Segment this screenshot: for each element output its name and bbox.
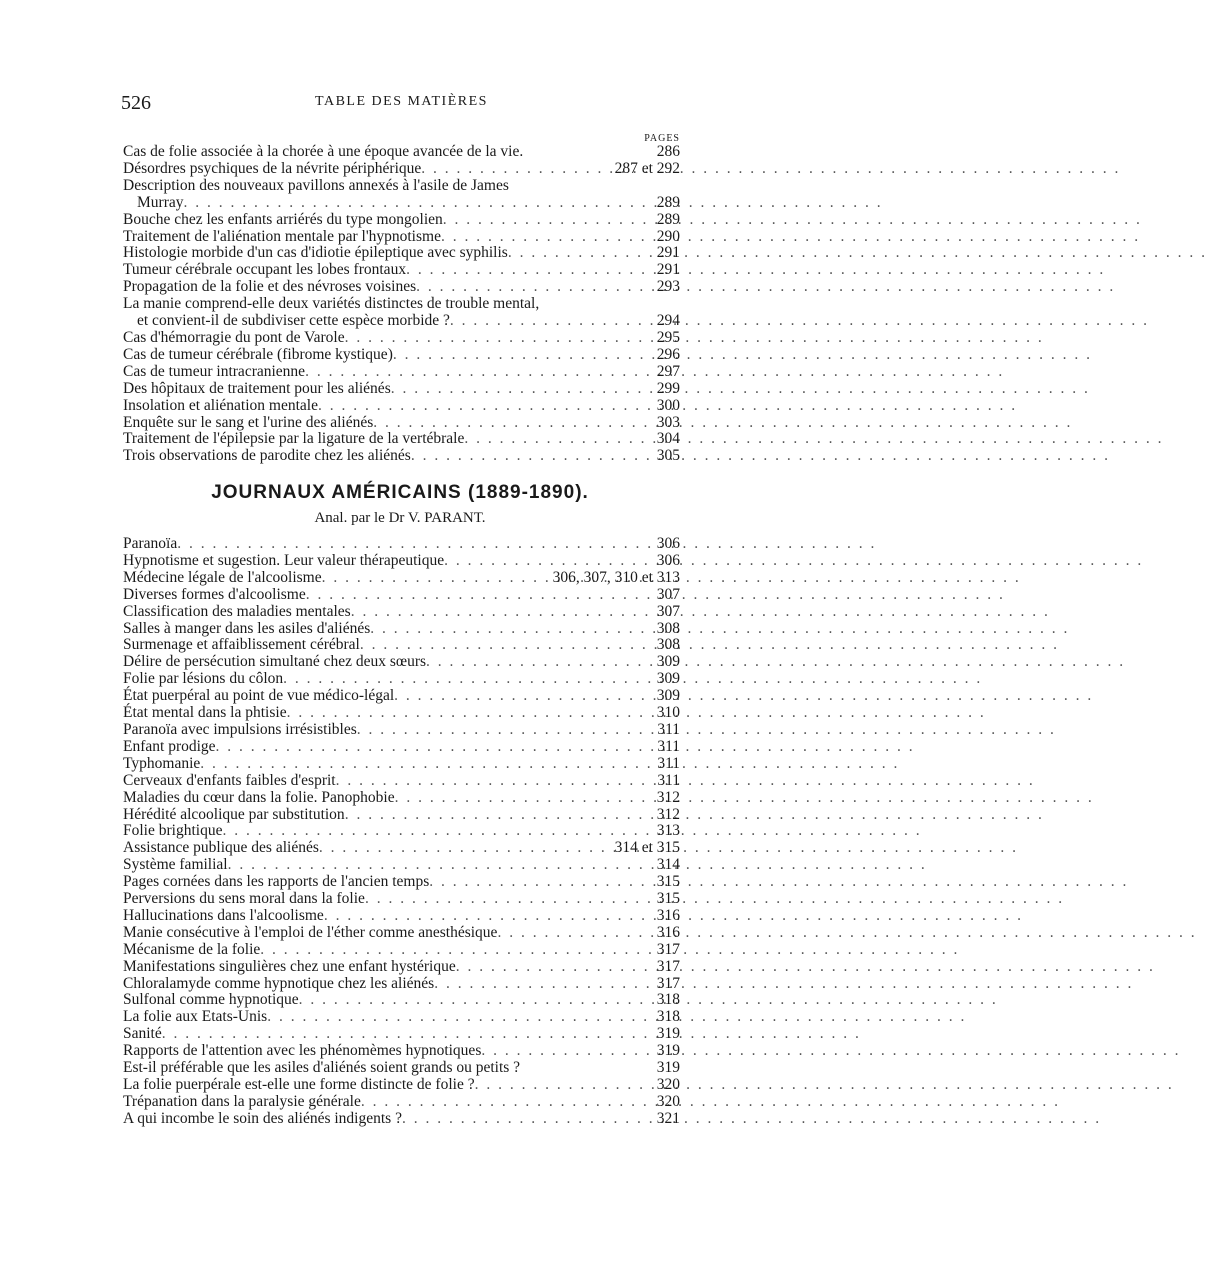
page-number: 526 xyxy=(121,92,151,114)
toc-entry-title: Sulfonal comme hypnotique xyxy=(123,991,299,1009)
toc-entry-title: La manie comprend-elle deux variétés distinctes de trouble mental, xyxy=(123,295,540,313)
toc-entry-page: 316 xyxy=(656,923,680,941)
toc-entry-page: 319 xyxy=(656,1059,680,1077)
dot-leader xyxy=(411,448,654,465)
analysis-credit: Anal. par le Dr V. PARANT. xyxy=(314,510,486,526)
toc-entry xyxy=(123,1094,680,1111)
toc-entry xyxy=(123,144,680,161)
toc-entry-page: 311 xyxy=(657,754,680,772)
dot-leader xyxy=(395,790,654,807)
dot-leader xyxy=(318,398,654,415)
toc-entry xyxy=(123,807,680,824)
toc-entry-page: 296 xyxy=(656,345,680,363)
dot-leader xyxy=(283,671,654,688)
toc-entry xyxy=(123,604,680,621)
dot-leader xyxy=(406,262,654,279)
toc-entry-title: Maladies du cœur dans la folie. Panophobie xyxy=(123,788,395,806)
toc-section-1 xyxy=(123,144,680,465)
toc-entry-page: 294 xyxy=(656,312,680,330)
toc-entry-page: 317 xyxy=(656,974,680,992)
toc-entry-title: Des hôpitaux de traitement pour les aliénés xyxy=(123,379,391,397)
toc-entry-title: Manifestations singulières chez une enfant hystérique xyxy=(123,957,456,975)
toc-entry-page: 313 xyxy=(656,822,680,840)
toc-entry-title: Perversions du sens moral dans la folie xyxy=(123,890,365,908)
toc-entry xyxy=(123,790,680,807)
toc-entry xyxy=(123,347,680,364)
dot-leader xyxy=(370,621,653,638)
toc-entry-page: 306 xyxy=(656,551,680,569)
toc-entry-title: La folie aux Etats-Unis xyxy=(123,1008,268,1026)
toc-entry-title: Folie brightique xyxy=(123,822,223,840)
dot-leader xyxy=(351,604,654,621)
toc-entry-page: 314 et 315 xyxy=(614,839,680,857)
toc-entry-page: 306 xyxy=(656,535,680,552)
toc-entry xyxy=(123,942,680,959)
toc-entry-title: Hypnotisme et sugestion. Leur valeur thérapeutique xyxy=(123,551,445,569)
dot-leader xyxy=(443,212,654,229)
toc-entry-title: Rapports de l'attention avec les phénomèmes hypnotiques xyxy=(123,1042,482,1060)
dot-leader xyxy=(416,279,654,296)
toc-entry xyxy=(123,448,680,465)
toc-entry xyxy=(123,195,680,212)
toc-entry-title: Traitement de l'aliénation mentale par l'hypnotisme xyxy=(123,227,441,245)
toc-entry-title: Désordres psychiques de la névrite périphérique xyxy=(123,159,422,177)
toc-entry-page: 297 xyxy=(656,362,680,380)
running-header xyxy=(121,92,682,116)
toc-entry xyxy=(123,959,680,976)
toc-entry-title: Enfant prodige xyxy=(123,737,216,755)
toc-section-2 xyxy=(123,536,680,1128)
toc-entry-page: 311 xyxy=(657,771,680,789)
toc-entry-title: Chloralamyde comme hypnotique chez les aliénés xyxy=(123,974,435,992)
toc-entry-page: 314 xyxy=(656,856,680,874)
dot-leader xyxy=(162,1026,654,1043)
toc-entry-page: 309 xyxy=(656,653,680,671)
toc-entry-title: Cas de folie associée à la chorée à une époque avancée de la vie. xyxy=(123,143,524,160)
dot-leader xyxy=(361,1094,654,1111)
toc-entry-page: 317 xyxy=(656,940,680,958)
toc-entry-title: État puerpéral au point de vue médico-légal xyxy=(123,687,395,705)
dot-leader xyxy=(360,637,654,654)
toc-entry-page: 315 xyxy=(656,890,680,908)
toc-entry xyxy=(123,587,680,604)
toc-entry-title: Insolation et aliénation mentale xyxy=(123,396,318,414)
toc-entry xyxy=(123,908,680,925)
dot-leader xyxy=(421,161,611,178)
toc-entry-page: 319 xyxy=(656,1042,680,1060)
dot-leader xyxy=(177,536,654,553)
toc-entry-title: Bouche chez les enfants arriérés du type mongolien xyxy=(123,210,443,228)
toc-entry xyxy=(123,330,680,347)
toc-entry-page: 316 xyxy=(656,906,680,924)
toc-entry xyxy=(123,705,680,722)
toc-entry-page: 290 xyxy=(656,227,680,245)
toc-entry-page: 293 xyxy=(656,278,680,296)
dot-leader xyxy=(456,959,654,976)
dot-leader xyxy=(228,857,654,874)
dot-leader xyxy=(287,705,654,722)
toc-entry-page: 312 xyxy=(656,788,680,806)
toc-entry-page: 306, 307, 310 et 313 xyxy=(552,568,680,586)
toc-entry xyxy=(123,415,680,432)
toc-entry-title: Hérédité alcoolique par substitution xyxy=(123,805,345,823)
toc-entry-title: Mécanisme de la folie xyxy=(123,940,261,958)
toc-entry-title: Histologie morbide d'un cas d'idiotie épileptique avec syphilis xyxy=(123,244,508,262)
dot-leader xyxy=(336,773,655,790)
toc-entry-title: et convient-il de subdiviser cette espèce morbide ? xyxy=(137,312,450,330)
toc-entry-title: Pages cornées dans les rapports de l'ancien temps xyxy=(123,873,430,891)
toc-entry xyxy=(123,262,680,279)
dot-leader xyxy=(184,195,654,212)
toc-entry xyxy=(123,296,680,313)
toc-entry-title: Tumeur cérébrale occupant les lobes frontaux xyxy=(123,261,407,279)
toc-entry xyxy=(123,891,680,908)
toc-entry-page: 320 xyxy=(656,1092,680,1110)
toc-entry xyxy=(123,245,680,262)
toc-entry-title: Assistance publique des aliénés xyxy=(123,839,319,857)
toc-entry xyxy=(123,874,680,891)
toc-entry-title: Paranoïa avec impulsions irrésistibles xyxy=(123,720,357,738)
toc-entry-title: Enquête sur le sang et l'urine des aliénés xyxy=(123,413,374,431)
toc-entry-title: Typhomanie xyxy=(123,754,201,772)
toc-entry-title: Propagation de la folie et des névroses voisines xyxy=(123,278,417,296)
dot-leader xyxy=(450,313,654,330)
toc-entry-title: Salles à manger dans les asiles d'aliénés xyxy=(123,619,371,637)
toc-entry-title: Traitement de l'épilepsie par la ligature de la vertébrale xyxy=(123,430,465,448)
toc-entry-title: Folie par lésions du côlon xyxy=(123,670,284,688)
toc-entry-page: 307 xyxy=(656,585,680,603)
toc-entry xyxy=(123,773,680,790)
toc-entry-page: 311 xyxy=(657,737,680,755)
toc-entry-page: 289 xyxy=(656,210,680,228)
toc-entry-title: Trépanation dans la paralysie générale xyxy=(123,1092,361,1110)
toc-entry-title: État mental dans la phtisie xyxy=(123,704,287,722)
dot-leader xyxy=(322,570,550,587)
dot-leader xyxy=(373,415,653,432)
toc-entry-page: 303 xyxy=(656,413,680,431)
dot-leader xyxy=(306,587,654,604)
toc-entry xyxy=(123,570,680,587)
toc-entry-page: 317 xyxy=(656,957,680,975)
toc-entry xyxy=(123,381,680,398)
toc-entry-title: La folie puerpérale est-elle une forme distincte de folie ? xyxy=(123,1076,475,1093)
toc-entry xyxy=(123,857,680,874)
dot-leader xyxy=(475,1077,654,1094)
toc-entry-page: 315 xyxy=(656,873,680,891)
dot-leader xyxy=(345,807,654,824)
toc-entry-page: 295 xyxy=(656,328,680,346)
toc-entry xyxy=(123,1060,680,1077)
toc-entry-title: Paranoïa xyxy=(123,535,178,552)
toc-entry-page: 309 xyxy=(656,687,680,705)
toc-entry xyxy=(123,1026,680,1043)
dot-leader xyxy=(365,891,654,908)
toc-entry-title: Médecine légale de l'alcoolisme xyxy=(123,568,322,586)
toc-entry xyxy=(123,823,680,840)
dot-leader xyxy=(222,823,653,840)
toc-entry-title: Surmenage et affaiblissement cérébral xyxy=(123,636,360,654)
toc-entry xyxy=(123,1043,680,1060)
dot-leader xyxy=(393,347,654,364)
dot-leader xyxy=(429,874,654,891)
dot-leader xyxy=(402,1111,654,1128)
dot-leader xyxy=(305,364,654,381)
dot-leader xyxy=(299,992,654,1009)
toc-entry xyxy=(123,229,680,246)
toc-entry-title: Description des nouveaux pavillons annexés à l'asile de James xyxy=(123,176,509,194)
dot-leader xyxy=(391,381,654,398)
toc-entry xyxy=(123,1009,680,1026)
toc-entry xyxy=(123,212,680,229)
toc-entry-page: 309 xyxy=(656,670,680,688)
toc-entry-page: 320 xyxy=(656,1076,680,1093)
toc-entry-title: Cerveaux d'enfants faibles d'esprit xyxy=(123,771,336,789)
dot-leader xyxy=(444,553,654,570)
toc-entry xyxy=(123,992,680,1009)
toc-entry-page: 299 xyxy=(656,379,680,397)
toc-entry-page: 305 xyxy=(656,447,680,465)
toc-entry xyxy=(123,739,680,756)
toc-entry xyxy=(123,976,680,993)
toc-entry-page: 291 xyxy=(656,261,680,279)
toc-entry-title: Hallucinations dans l'alcoolisme xyxy=(123,906,324,924)
toc-entry-page: 291 xyxy=(656,244,680,262)
toc-entry-page: 300 xyxy=(656,396,680,414)
toc-entry-page: 318 xyxy=(656,991,680,1009)
toc-entry xyxy=(123,637,680,654)
toc-entry-page: 312 xyxy=(656,805,680,823)
running-title: TABLE DES MATIÈRES xyxy=(315,94,488,109)
toc-entry xyxy=(123,313,680,330)
toc-entry-title: Sanité xyxy=(123,1025,162,1043)
toc-entry-title: Manie consécutive à l'emploi de l'éther comme anesthésique xyxy=(123,923,498,941)
toc-entry xyxy=(123,178,680,195)
toc-entry-page: 308 xyxy=(656,636,680,654)
toc-entry xyxy=(123,364,680,381)
dot-leader xyxy=(481,1043,653,1060)
dot-leader xyxy=(345,330,654,347)
dot-leader xyxy=(216,739,655,756)
toc-entry xyxy=(123,925,680,942)
toc-entry xyxy=(123,722,680,739)
toc-entry xyxy=(123,756,680,773)
toc-entry-page: 304 xyxy=(656,430,680,448)
toc-entry xyxy=(123,621,680,638)
toc-entry-page: 287 et 292 xyxy=(614,159,680,177)
toc-entry-title: Cas d'hémorragie du pont de Varole xyxy=(123,328,345,346)
toc-entry xyxy=(123,536,680,553)
toc-entry-page: 307 xyxy=(656,602,680,620)
dot-leader xyxy=(394,688,654,705)
toc-entry xyxy=(123,1077,680,1094)
dot-leader xyxy=(357,722,655,739)
toc-entry-title: A qui incombe le soin des aliénés indigents ? xyxy=(123,1109,402,1127)
toc-entry-page: 321 xyxy=(656,1109,680,1127)
toc-entry-page: 308 xyxy=(656,619,680,637)
dot-leader xyxy=(324,908,654,925)
toc-entry-page: 289 xyxy=(656,193,680,211)
toc-entry-title: Cas de tumeur intracranienne xyxy=(123,362,306,380)
toc-entry-page: 318 xyxy=(656,1008,680,1026)
toc-entry xyxy=(123,553,680,570)
dot-leader xyxy=(441,229,654,246)
dot-leader xyxy=(260,942,653,959)
dot-leader xyxy=(319,840,612,857)
toc-entry-title: Trois observations de parodite chez les aliénés xyxy=(123,447,411,465)
toc-entry-page: 310 xyxy=(656,704,680,722)
dot-leader xyxy=(200,756,654,773)
dot-leader xyxy=(426,654,654,671)
toc-entry-title: Diverses formes d'alcoolisme xyxy=(123,585,306,603)
toc-entry xyxy=(123,161,680,178)
toc-entry-title: Système familial xyxy=(123,856,228,874)
toc-entry xyxy=(123,688,680,705)
toc-entry-title: Murray xyxy=(137,193,184,211)
dot-leader xyxy=(434,976,654,993)
dot-leader xyxy=(497,925,653,942)
toc-entry xyxy=(123,671,680,688)
toc-entry-title: Cas de tumeur cérébrale (fibrome kystique) xyxy=(123,345,393,363)
pages-column-label: PAGES xyxy=(644,133,680,144)
dot-leader xyxy=(508,245,654,262)
toc-entry-page: 286 xyxy=(656,143,680,160)
toc-entry-title: Est-il préférable que les asiles d'aliénés soient grands ou petits ? xyxy=(123,1059,521,1077)
dot-leader xyxy=(267,1009,654,1026)
section-heading: JOURNAUX AMÉRICAINS (1889-1890). xyxy=(211,482,589,503)
toc-entry xyxy=(123,431,680,448)
toc-entry-title: Délire de persécution simultané chez deux sœurs xyxy=(123,653,427,671)
toc-entry xyxy=(123,840,680,857)
toc-entry-page: 311 xyxy=(657,720,680,738)
toc-entry xyxy=(123,1111,680,1128)
toc-entry xyxy=(123,279,680,296)
toc-entry xyxy=(123,398,680,415)
toc-entry xyxy=(123,654,680,671)
toc-entry-page: 319 xyxy=(656,1025,680,1043)
toc-entry-title: Classification des maladies mentales xyxy=(123,602,351,620)
dot-leader xyxy=(464,431,653,448)
